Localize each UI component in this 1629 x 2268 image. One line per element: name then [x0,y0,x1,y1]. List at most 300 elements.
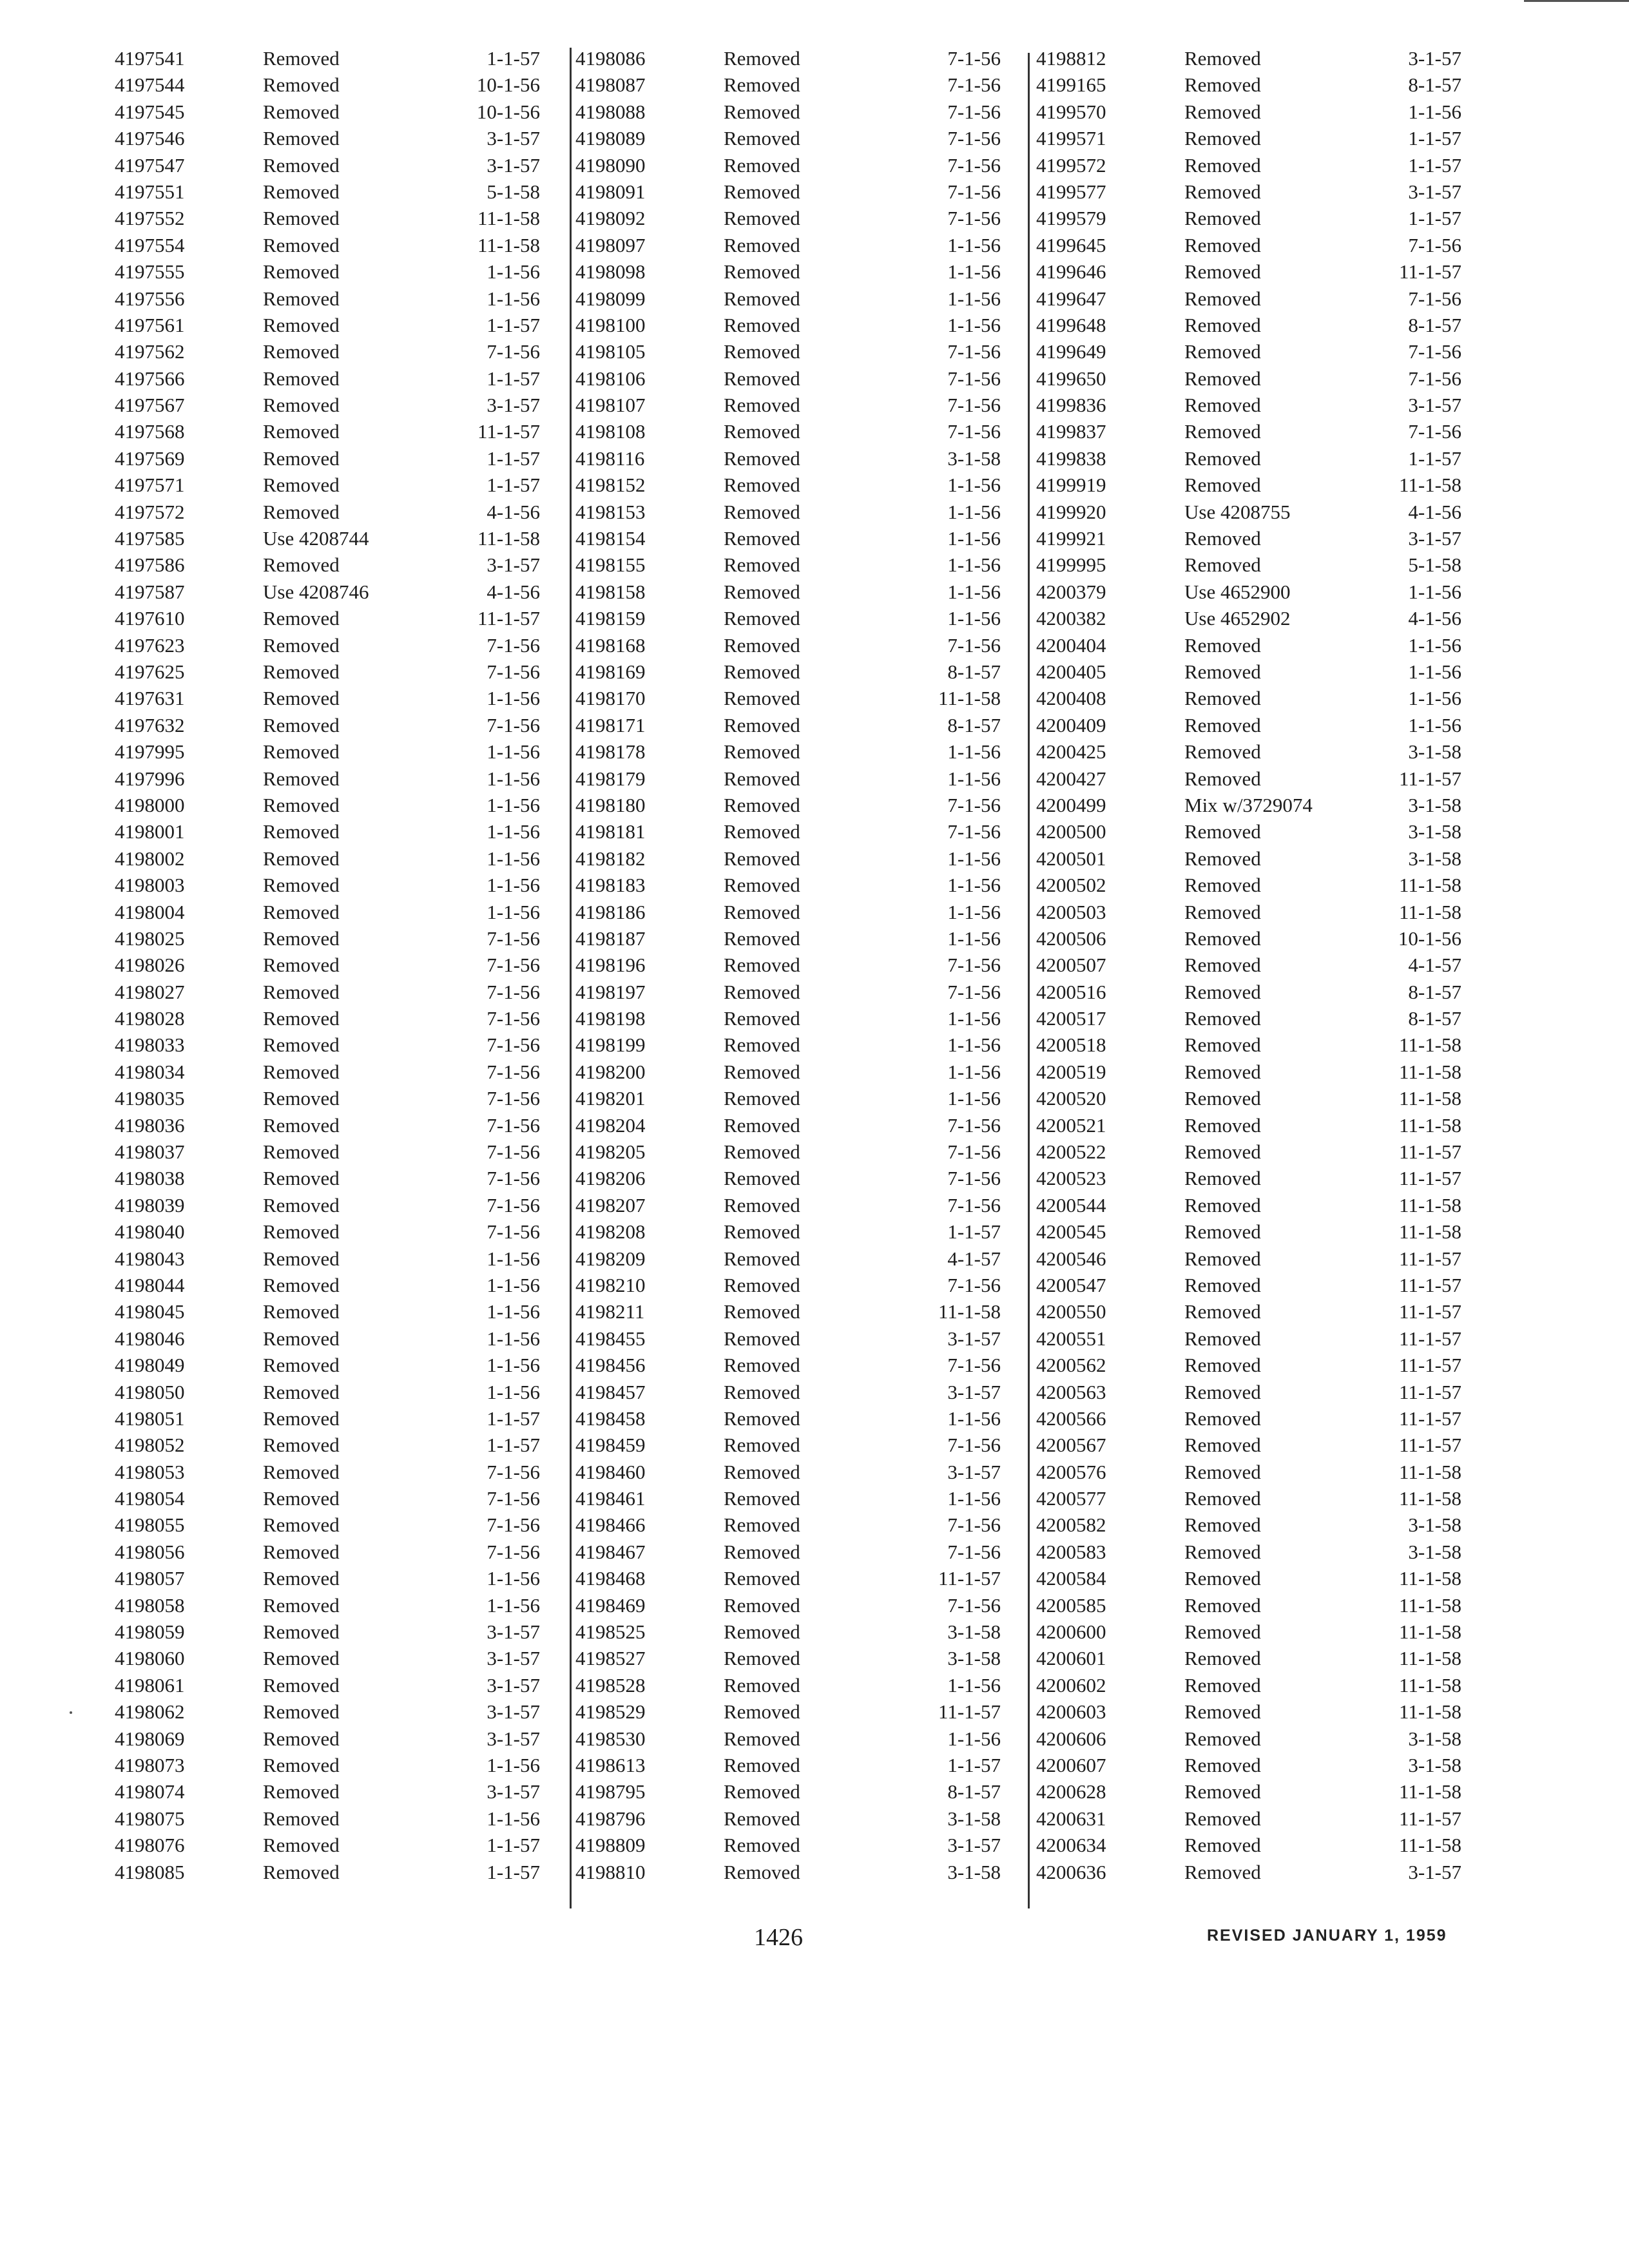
effective-date: 3-1-57 [487,1700,540,1724]
part-status: Removed [724,553,800,577]
part-status: Removed [724,500,800,523]
effective-date: 11-1-58 [477,233,540,256]
effective-date: 11-1-57 [1399,1807,1461,1830]
part-status: Use 4208755 [1184,500,1291,523]
part-status: Removed [724,420,800,443]
effective-date: 1-1-56 [947,287,1001,310]
part-number: 4198091 [575,180,646,203]
effective-date: 7-1-56 [1408,287,1461,310]
effective-date: 11-1-57 [1399,1354,1461,1377]
part-number: 4198809 [575,1834,646,1857]
part-number: 4198075 [115,1807,185,1830]
effective-date: 1-1-57 [947,1220,1001,1244]
part-status: Removed [263,1434,340,1457]
effective-date: 1-1-56 [947,580,1001,603]
part-number: 4198168 [575,633,646,657]
effective-date: 11-1-58 [1399,1220,1461,1244]
part-number: 4198107 [575,394,646,417]
part-status: Removed [263,1727,340,1750]
part-number: 4200603 [1036,1700,1106,1724]
part-status: Removed [1184,1167,1261,1190]
effective-date: 7-1-56 [947,180,1001,203]
part-status: Removed [1184,927,1261,950]
effective-date: 11-1-57 [1399,1247,1461,1270]
part-number: 4197545 [115,100,185,123]
effective-date: 1-1-56 [947,260,1001,284]
part-number: 4197561 [115,313,185,336]
part-number: 4200425 [1036,740,1106,764]
effective-date: 3-1-57 [947,1460,1001,1483]
part-status: Removed [263,1140,340,1164]
part-number: 4200562 [1036,1354,1106,1377]
effective-date: 1-1-56 [947,927,1001,950]
part-number: 4199648 [1036,313,1106,336]
part-number: 4200546 [1036,1247,1106,1270]
effective-date: 7-1-56 [487,1167,540,1190]
part-status: Removed [724,767,800,790]
effective-date: 11-1-58 [1399,1060,1461,1083]
part-number: 4198199 [575,1033,646,1057]
part-status: Removed [724,527,800,550]
part-number: 4197587 [115,580,185,603]
effective-date: 1-1-56 [487,767,540,790]
effective-date: 1-1-56 [947,607,1001,630]
part-status: Removed [1184,1300,1261,1323]
part-status: Removed [1184,394,1261,417]
part-number: 4198201 [575,1087,646,1110]
part-number: 4197586 [115,553,185,577]
effective-date: 1-1-56 [947,1060,1001,1083]
effective-date: 7-1-56 [947,73,1001,97]
effective-date: 1-1-56 [947,874,1001,897]
part-number: 4198795 [575,1780,646,1803]
effective-date: 1-1-56 [487,1273,540,1296]
part-number: 4197995 [115,740,185,764]
part-status: Removed [724,1167,800,1190]
part-number: 4198027 [115,980,185,1003]
part-number: 4199650 [1036,367,1106,390]
part-number: 4198171 [575,713,646,736]
effective-date: 3-1-57 [1408,527,1461,550]
part-status: Removed [724,1087,800,1110]
part-number: 4198460 [575,1460,646,1483]
effective-date: 7-1-56 [947,1273,1001,1296]
part-status: Removed [724,1193,800,1216]
part-status: Removed [1184,1220,1261,1244]
effective-date: 1-1-56 [487,1300,540,1323]
part-number: 4198060 [115,1647,185,1670]
effective-date: 1-1-56 [1408,660,1461,683]
part-number: 4200501 [1036,847,1106,870]
part-status: Removed [1184,767,1261,790]
part-status: Removed [263,1487,340,1510]
part-status: Removed [263,367,340,390]
part-number: 4198108 [575,420,646,443]
part-status: Removed [724,1407,800,1430]
part-status: Removed [263,740,340,764]
part-status: Removed [1184,1754,1261,1776]
part-status: Removed [724,1567,800,1590]
part-status: Removed [724,740,800,764]
part-status: Removed [724,793,800,816]
part-status: Removed [263,1247,340,1270]
part-status: Removed [263,1220,340,1244]
part-number: 4200602 [1036,1673,1106,1696]
part-number: 4200628 [1036,1780,1106,1803]
effective-date: 1-1-56 [947,1007,1001,1030]
part-status: Removed [724,47,800,70]
part-status: Removed [263,793,340,816]
effective-date: 3-1-57 [947,1327,1001,1350]
part-status: Removed [263,1620,340,1644]
effective-date: 3-1-58 [947,447,1001,470]
part-number: 4198455 [575,1327,646,1350]
effective-date: 1-1-56 [487,900,540,923]
part-number: 4198085 [115,1860,185,1883]
part-number: 4197610 [115,607,185,630]
effective-date: 7-1-56 [947,367,1001,390]
part-status: Removed [263,1540,340,1563]
part-number: 4200516 [1036,980,1106,1003]
effective-date: 1-1-57 [1408,447,1461,470]
part-number: 4200503 [1036,900,1106,923]
part-status: Removed [263,1300,340,1323]
effective-date: 11-1-58 [938,1300,1001,1323]
part-number: 4197556 [115,287,185,310]
effective-date: 8-1-57 [1408,73,1461,97]
effective-date: 7-1-56 [947,1167,1001,1190]
part-status: Removed [724,260,800,284]
part-number: 4198035 [115,1087,185,1110]
part-status: Removed [1184,447,1261,470]
part-number: 4198106 [575,367,646,390]
effective-date: 4-1-56 [1408,607,1461,630]
effective-date: 1-1-57 [487,1434,540,1457]
part-status: Removed [724,980,800,1003]
effective-date: 11-1-57 [1399,767,1461,790]
effective-date: 7-1-56 [487,1487,540,1510]
part-number: 4199838 [1036,447,1106,470]
effective-date: 7-1-56 [947,1540,1001,1563]
effective-date: 7-1-56 [947,153,1001,177]
part-status: Removed [263,207,340,230]
effective-date: 1-1-56 [947,500,1001,523]
effective-date: 7-1-56 [947,1354,1001,1377]
part-status: Removed [263,1354,340,1377]
part-number: 4197544 [115,73,185,97]
page-number: 1426 [754,1924,803,1951]
part-number: 4200405 [1036,660,1106,683]
effective-date: 7-1-56 [947,980,1001,1003]
part-number: 4198810 [575,1860,646,1883]
effective-date: 1-1-56 [1408,100,1461,123]
part-status: Removed [724,180,800,203]
effective-date: 7-1-56 [947,1113,1001,1137]
effective-date: 7-1-56 [487,954,540,977]
part-status: Removed [724,207,800,230]
part-number: 4198097 [575,233,646,256]
effective-date: 1-1-56 [487,847,540,870]
part-status: Removed [1184,527,1261,550]
part-status: Removed [263,394,340,417]
effective-date: 1-1-57 [487,313,540,336]
part-number: 4198062 [115,1700,185,1724]
effective-date: 7-1-56 [947,1434,1001,1457]
part-number: 4198039 [115,1193,185,1216]
part-status: Removed [1184,874,1261,897]
effective-date: 3-1-57 [487,153,540,177]
part-status: Removed [724,1647,800,1670]
effective-date: 1-1-56 [1408,580,1461,603]
part-status: Removed [263,1700,340,1724]
part-status: Use 4652900 [1184,580,1291,603]
part-number: 4198028 [115,1007,185,1030]
part-status: Removed [724,874,800,897]
part-number: 4198051 [115,1407,185,1430]
effective-date: 1-1-56 [1408,687,1461,710]
effective-date: 1-1-56 [487,687,540,710]
effective-date: 11-1-57 [1399,260,1461,284]
part-number: 4198038 [115,1167,185,1190]
effective-date: 7-1-56 [1408,420,1461,443]
part-status: Removed [724,394,800,417]
effective-date: 7-1-56 [487,660,540,683]
effective-date: 1-1-56 [487,1354,540,1377]
part-status: Removed [724,1487,800,1510]
part-status: Removed [724,687,800,710]
part-status: Removed [1184,1647,1261,1670]
part-number: 4200502 [1036,874,1106,897]
part-number: 4198170 [575,687,646,710]
effective-date: 11-1-58 [1399,1113,1461,1137]
effective-date: 1-1-56 [487,1807,540,1830]
part-number: 4197562 [115,340,185,363]
part-status: Removed [263,1087,340,1110]
part-status: Removed [1184,980,1261,1003]
part-status: Removed [724,660,800,683]
part-status: Removed [1184,1727,1261,1750]
part-status: Removed [724,1354,800,1377]
part-number: 4198456 [575,1354,646,1377]
part-number: 4199579 [1036,207,1106,230]
part-number: 4198207 [575,1193,646,1216]
part-number: 4197572 [115,500,185,523]
part-status: Removed [724,713,800,736]
part-number: 4198466 [575,1514,646,1537]
part-number: 4198025 [115,927,185,950]
effective-date: 7-1-56 [1408,340,1461,363]
part-number: 4198069 [115,1727,185,1750]
part-number: 4197585 [115,527,185,550]
part-number: 4198043 [115,1247,185,1270]
part-status: Removed [263,1754,340,1776]
effective-date: 1-1-57 [1408,153,1461,177]
part-status: Removed [724,820,800,843]
effective-date: 1-1-56 [487,1247,540,1270]
part-number: 4198529 [575,1700,646,1724]
part-number: 4198187 [575,927,646,950]
effective-date: 7-1-56 [947,100,1001,123]
part-status: Removed [1184,1460,1261,1483]
part-number: 4200636 [1036,1860,1106,1883]
part-status: Removed [1184,633,1261,657]
part-status: Removed [724,1247,800,1270]
part-status: Removed [1184,287,1261,310]
part-number: 4198457 [575,1380,646,1403]
part-status: Removed [263,340,340,363]
effective-date: 8-1-57 [1408,313,1461,336]
effective-date: 11-1-58 [1399,1593,1461,1617]
part-status: Removed [1184,1060,1261,1083]
part-number: 4198155 [575,553,646,577]
part-number: 4198180 [575,793,646,816]
part-status: Removed [724,1700,800,1724]
effective-date: 1-1-56 [1408,633,1461,657]
part-number: 4198056 [115,1540,185,1563]
part-status: Removed [263,847,340,870]
part-number: 4199572 [1036,153,1106,177]
part-status: Removed [724,1140,800,1164]
part-status: Removed [1184,1247,1261,1270]
part-number: 4200601 [1036,1647,1106,1670]
part-number: 4198086 [575,47,646,70]
part-number: 4198169 [575,660,646,683]
effective-date: 7-1-56 [487,1193,540,1216]
effective-date: 7-1-56 [487,980,540,1003]
effective-date: 1-1-56 [947,1033,1001,1057]
effective-date: 1-1-57 [947,1754,1001,1776]
part-number: 4200607 [1036,1754,1106,1776]
part-status: Removed [1184,954,1261,977]
effective-date: 11-1-58 [1399,1700,1461,1724]
part-status: Removed [724,1220,800,1244]
part-number: 4198812 [1036,47,1106,70]
part-status: Removed [263,1033,340,1057]
effective-date: 7-1-56 [487,713,540,736]
part-status: Removed [1184,1087,1261,1110]
part-status: Removed [263,127,340,150]
part-number: 4198211 [575,1300,645,1323]
part-status: Removed [1184,1140,1261,1164]
part-number: 4198197 [575,980,646,1003]
part-number: 4198076 [115,1834,185,1857]
part-status: Removed [263,233,340,256]
effective-date: 1-1-57 [1408,127,1461,150]
part-status: Removed [1184,313,1261,336]
effective-date: 8-1-57 [1408,1007,1461,1030]
part-number: 4197632 [115,713,185,736]
part-number: 4198052 [115,1434,185,1457]
part-number: 4200576 [1036,1460,1106,1483]
part-status: Use 4652902 [1184,607,1291,630]
part-status: Removed [1184,660,1261,683]
effective-date: 4-1-56 [1408,500,1461,523]
part-number: 4197554 [115,233,185,256]
part-status: Removed [724,1780,800,1803]
part-status: Removed [263,153,340,177]
part-number: 4198209 [575,1247,646,1270]
part-number: 4198458 [575,1407,646,1430]
part-status: Removed [1184,687,1261,710]
part-status: Removed [263,607,340,630]
part-number: 4199571 [1036,127,1106,150]
effective-date: 7-1-56 [487,1033,540,1057]
part-status: Removed [724,1673,800,1696]
part-status: Removed [1184,1700,1261,1724]
part-status: Removed [724,313,800,336]
part-number: 4198528 [575,1673,646,1696]
part-status: Removed [1184,1673,1261,1696]
part-number: 4198206 [575,1167,646,1190]
part-number: 4198090 [575,153,646,177]
part-number: 4198179 [575,767,646,790]
part-status: Removed [263,47,340,70]
effective-date: 3-1-58 [1408,847,1461,870]
part-status: Removed [724,1033,800,1057]
effective-date: 11-1-58 [1399,1647,1461,1670]
part-number: 4199995 [1036,553,1106,577]
part-status: Removed [263,1327,340,1350]
part-number: 4200550 [1036,1300,1106,1323]
effective-date: 7-1-56 [487,1140,540,1164]
part-number: 4198183 [575,874,646,897]
part-status: Removed [1184,153,1261,177]
effective-date: 7-1-56 [487,340,540,363]
part-number: 4198178 [575,740,646,764]
part-number: 4197567 [115,394,185,417]
part-number: 4198073 [115,1754,185,1776]
effective-date: 3-1-58 [1408,793,1461,816]
part-number: 4198116 [575,447,645,470]
part-status: Removed [724,1860,800,1883]
effective-date: 4-1-57 [1408,954,1461,977]
effective-date: 1-1-56 [947,767,1001,790]
part-number: 4198158 [575,580,646,603]
part-status: Use 4208746 [263,580,369,603]
part-status: Removed [724,607,800,630]
part-number: 4197631 [115,687,185,710]
part-number: 4199836 [1036,394,1106,417]
part-status: Removed [263,713,340,736]
part-number: 4198054 [115,1487,185,1510]
part-status: Removed [263,1460,340,1483]
part-number: 4199165 [1036,73,1106,97]
effective-date: 11-1-57 [1399,1327,1461,1350]
effective-date: 1-1-56 [487,1593,540,1617]
part-status: Removed [1184,1273,1261,1296]
effective-date: 11-1-58 [1399,874,1461,897]
part-status: Removed [1184,553,1261,577]
effective-date: 7-1-56 [1408,367,1461,390]
effective-date: 7-1-56 [947,793,1001,816]
part-status: Removed [1184,180,1261,203]
part-status: Removed [263,633,340,657]
part-status: Removed [724,1273,800,1296]
effective-date: 3-1-57 [487,553,540,577]
part-status: Removed [1184,1620,1261,1644]
part-status: Removed [1184,713,1261,736]
part-status: Removed [263,100,340,123]
part-number: 4200545 [1036,1220,1106,1244]
part-status: Removed [1184,47,1261,70]
part-number: 4199649 [1036,340,1106,363]
effective-date: 1-1-57 [487,474,540,497]
effective-date: 8-1-57 [1408,980,1461,1003]
part-number: 4200518 [1036,1033,1106,1057]
part-status: Removed [1184,1540,1261,1563]
effective-date: 8-1-57 [947,1780,1001,1803]
part-number: 4200583 [1036,1540,1106,1563]
